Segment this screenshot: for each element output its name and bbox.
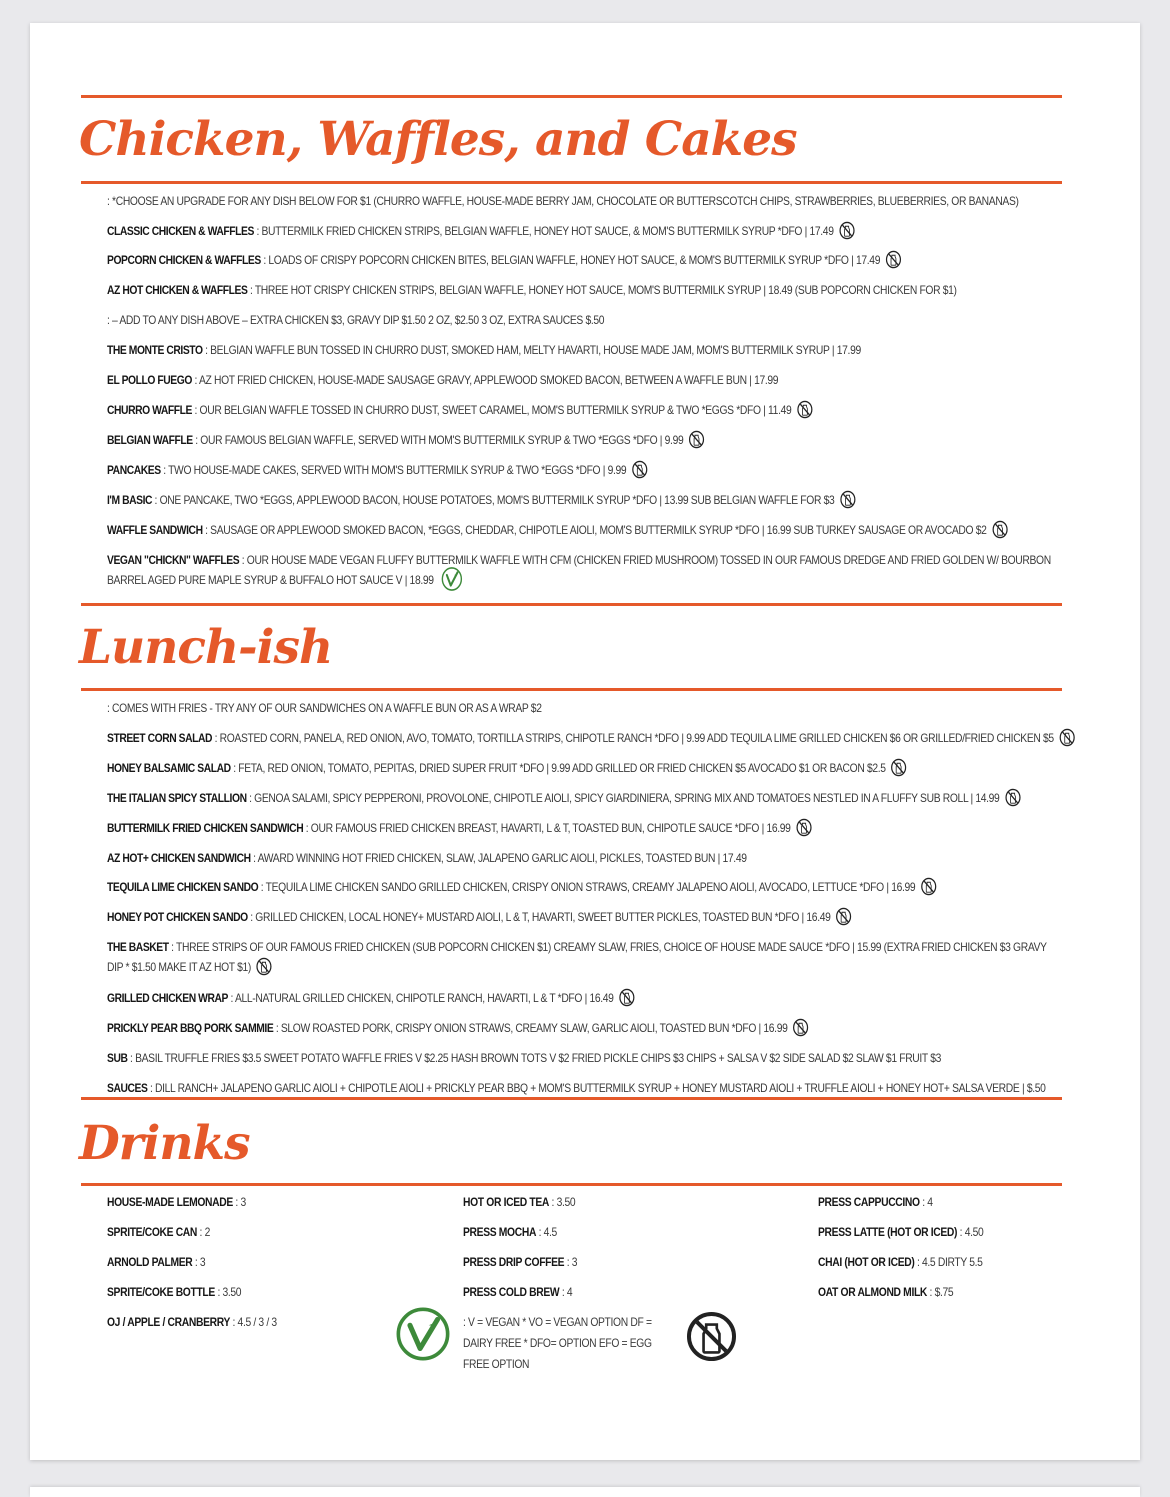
- drink-item: HOT OR ICED TEA : 3.50: [463, 1195, 576, 1209]
- section-rule-top: [81, 95, 1062, 98]
- section-rule-bottom: [81, 688, 1062, 691]
- menu-item: CHURRO WAFFLE : OUR BELGIAN WAFFLE TOSSED IN CHURRO DUST, SWEET CARAMEL, MOM'S BUTTERMILK SYRUP & TWO *EGGS *DFO | 11.49: [107, 400, 1062, 420]
- menu-item: TEQUILA LIME CHICKEN SANDO : TEQUILA LIME CHICKEN SANDO GRILLED CHICKEN, CRISPY ONION STRAWS, CREAMY JALAPENO AIOLI, AVOCADO, LETTUCE *DFO | 16.99: [107, 877, 1062, 897]
- menu-item: THE ITALIAN SPICY STALLION : GENOA SALAMI, SPICY PEPPERONI, PROVOLONE, CHIPOTLE AIOLI, SPICY GIARDINIERA, SPRING MIX AND TOMATOES NESTLED IN A FLUFFY SUB ROLL | 14.99: [107, 788, 1062, 808]
- menu-item: BELGIAN WAFFLE : OUR FAMOUS BELGIAN WAFFLE, SERVED WITH MOM'S BUTTERMILK SYRUP & TWO *EGGS *DFO | 9.99: [107, 430, 1062, 450]
- section-rule-top: [81, 603, 1062, 606]
- drink-item: PRESS COLD BREW : 4: [463, 1285, 573, 1299]
- dairy-free-legend-icon: [685, 1310, 738, 1363]
- vegan-icon: [441, 566, 463, 592]
- drink-item: PRESS LATTE (HOT OR ICED) : 4.50: [818, 1225, 984, 1239]
- drink-item: CHAI (HOT OR ICED) : 4.5 DIRTY 5.5: [818, 1255, 983, 1269]
- section-rule-top: [81, 1097, 1062, 1100]
- menu-item: VEGAN "CHICKN" WAFFLES : OUR HOUSE MADE VEGAN FLUFFY BUTTERMILK WAFFLE WITH CFM (CHICKEN FRIED MUSHROOM) TOSSED IN OUR FAMOUS DREDGE AND FRIED GOLDEN W/ BOURBON BARREL AGED PURE MAPLE SYRUP & BUFFALO HOT SAUCE V | 18.99: [107, 550, 1062, 592]
- drink-item: ARNOLD PALMER : 3: [107, 1255, 206, 1269]
- section-rule-bottom: [81, 1183, 1062, 1186]
- drink-item: OAT OR ALMOND MILK : $.75: [818, 1285, 954, 1299]
- vegan-legend-icon: [394, 1305, 452, 1363]
- menu-item: AZ HOT CHICKEN & WAFFLES : THREE HOT CRISPY CHICKEN STRIPS, BELGIAN WAFFLE, HONEY HOT SAUCE, MOM'S BUTTERMILK SYRUP | 18.49 (SUB POPCORN CHICKEN FOR $1): [107, 283, 957, 297]
- menu-item: POPCORN CHICKEN & WAFFLES : LOADS OF CRISPY POPCORN CHICKEN BITES, BELGIAN WAFFLE, HONEY HOT SAUCE, & MOM'S BUTTERMILK SYRUP *DFO | 17.49: [107, 250, 1062, 270]
- section-rule-bottom: [81, 181, 1062, 184]
- dairy-free-icon: [885, 250, 901, 269]
- dairy-free-icon: [793, 1018, 809, 1037]
- drink-item: SPRITE/COKE CAN : 2: [107, 1225, 210, 1239]
- dairy-free-icon: [619, 988, 635, 1007]
- menu-item: CLASSIC CHICKEN & WAFFLES : BUTTERMILK FRIED CHICKEN STRIPS, BELGIAN WAFFLE, HONEY HOT SAUCE, & MOM'S BUTTERMILK SYRUP *DFO | 17.49: [107, 221, 1062, 241]
- dairy-free-icon: [1005, 788, 1021, 807]
- menu-item: : – ADD TO ANY DISH ABOVE – EXTRA CHICKEN $3, GRAVY DIP $1.50 2 OZ, $2.50 3 OZ, EXTRA SAUCES $.50: [107, 313, 605, 327]
- menu-item: HONEY BALSAMIC SALAD : FETA, RED ONION, TOMATO, PEPITAS, DRIED SUPER FRUIT *DFO | 9.99 ADD GRILLED OR FRIED CHICKEN $5 AVOCADO $1 OR BACON $2.5: [107, 758, 1062, 778]
- menu-item: PANCAKES : TWO HOUSE-MADE CAKES, SERVED WITH MOM'S BUTTERMILK SYRUP & TWO *EGGS *DFO | 9.99: [107, 460, 1062, 480]
- menu-item: I'M BASIC : ONE PANCAKE, TWO *EGGS, APPLEWOOD BACON, HOUSE POTATOES, MOM'S BUTTERMILK SYRUP *DFO | 13.99 SUB BELGIAN WAFFLE FOR $3: [107, 490, 1062, 510]
- dairy-free-icon: [256, 957, 272, 976]
- menu-item: : *CHOOSE AN UPGRADE FOR ANY DISH BELOW FOR $1 (CHURRO WAFFLE, HOUSE-MADE BERRY JAM, CHOCOLATE OR BUTTERSCOTCH CHIPS, STRAWBERRIES, BLUEBERRIES, OR BANANAS): [107, 194, 1019, 208]
- drink-item: PRESS MOCHA : 4.5: [463, 1225, 557, 1239]
- dairy-free-icon: [891, 758, 907, 777]
- dairy-free-icon: [797, 400, 813, 419]
- section-title-chicken: Chicken, Waffles, and Cakes: [79, 112, 797, 167]
- menu-item: WAFFLE SANDWICH : SAUSAGE OR APPLEWOOD SMOKED BACON, *EGGS, CHEDDAR, CHIPOTLE AIOLI, MOM'S BUTTERMILK SYRUP *DFO | 16.99 SUB TURKEY SAUSAGE OR AVOCADO $2: [107, 520, 1062, 540]
- menu-item: THE MONTE CRISTO : BELGIAN WAFFLE BUN TOSSED IN CHURRO DUST, SMOKED HAM, MELTY HAVARTI, HOUSE MADE JAM, MOM'S BUTTERMILK SYRUP | 17.99: [107, 343, 861, 357]
- dietary-legend: : V = VEGAN * VO = VEGAN OPTION DF = DAIRY FREE * DFO= OPTION EFO = EGG FREE OPTION: [463, 1315, 652, 1371]
- menu-item: PRICKLY PEAR BBQ PORK SAMMIE : SLOW ROASTED PORK, CRISPY ONION STRAWS, CREAMY SLAW, GARLIC AIOLI, TOASTED BUN *DFO | 16.99: [107, 1018, 1062, 1038]
- section-title-lunch: Lunch-ish: [79, 620, 333, 675]
- dairy-free-icon: [689, 430, 705, 449]
- menu-item: HONEY POT CHICKEN SANDO : GRILLED CHICKEN, LOCAL HONEY+ MUSTARD AIOLI, L & T, HAVARTI, SWEET BUTTER PICKLES, TOASTED BUN *DFO | 16.49: [107, 907, 1062, 927]
- dairy-free-icon: [840, 490, 856, 509]
- menu-item: SUB : BASIL TRUFFLE FRIES $3.5 SWEET POTATO WAFFLE FRIES V $2.25 HASH BROWN TOTS V $2 FRIED PICKLE CHIPS $3 CHIPS + SALSA V $2 SIDE SALAD $2 SLAW $1 FRUIT $3: [107, 1051, 942, 1065]
- section-title-drinks: Drinks: [79, 1116, 250, 1171]
- menu-item: : COMES WITH FRIES - TRY ANY OF OUR SANDWICHES ON A WAFFLE BUN OR AS A WRAP $2: [107, 701, 542, 715]
- menu-item: EL POLLO FUEGO : AZ HOT FRIED CHICKEN, HOUSE-MADE SAUSAGE GRAVY, APPLEWOOD SMOKED BACON, BETWEEN A WAFFLE BUN | 17.99: [107, 373, 779, 387]
- drink-item: PRESS CAPPUCCINO : 4: [818, 1195, 933, 1209]
- drink-item: PRESS DRIP COFFEE : 3: [463, 1255, 578, 1269]
- menu-item: AZ HOT+ CHICKEN SANDWICH : AWARD WINNING HOT FRIED CHICKEN, SLAW, JALAPENO GARLIC AIOLI, PICKLES, TOASTED BUN | 17.49: [107, 851, 747, 865]
- dairy-free-icon: [836, 907, 852, 926]
- dairy-free-icon: [1059, 728, 1075, 747]
- next-page-edge: [30, 1487, 1140, 1497]
- dairy-free-icon: [992, 520, 1008, 539]
- menu-item: SAUCES : DILL RANCH+ JALAPENO GARLIC AIOLI + CHIPOTLE AIOLI + PRICKLY PEAR BBQ + MOM'S BUTTERMILK SYRUP + HONEY MUSTARD AIOLI + TRUFFLE AIOLI + HONEY HOT+ SALSA VERDE | $.50: [107, 1081, 1046, 1095]
- menu-item: THE BASKET : THREE STRIPS OF OUR FAMOUS FRIED CHICKEN (SUB POPCORN CHICKEN $1) CREAMY SLAW, FRIES, CHOICE OF HOUSE MADE SAUCE *DFO | 15.99 (EXTRA FRIED CHICKEN $3 GRAVY DIP * $1.50 MAKE IT AZ HOT $1): [107, 940, 1047, 974]
- menu-item: STREET CORN SALAD : ROASTED CORN, PANELA, RED ONION, AVO, TOMATO, TORTILLA STRIPS, CHIPOTLE RANCH *DFO | 9.99 ADD TEQUILA LIME GRILLED CHICKEN $6 OR GRILLED/FRIED CHICKEN $5: [107, 728, 1062, 748]
- dairy-free-icon: [631, 460, 647, 479]
- drink-item: SPRITE/COKE BOTTLE : 3.50: [107, 1285, 242, 1299]
- menu-item: GRILLED CHICKEN WRAP : ALL-NATURAL GRILLED CHICKEN, CHIPOTLE RANCH, HAVARTI, L & T *DFO | 16.49: [107, 988, 1062, 1008]
- menu-item: BUTTERMILK FRIED CHICKEN SANDWICH : OUR FAMOUS FRIED CHICKEN BREAST, HAVARTI, L & T, TOASTED BUN, CHIPOTLE SAUCE *DFO | 16.99: [107, 818, 1062, 838]
- drink-item: HOUSE-MADE LEMONADE : 3: [107, 1195, 246, 1209]
- dairy-free-icon: [920, 877, 936, 896]
- dairy-free-icon: [796, 818, 812, 837]
- drink-item: OJ / APPLE / CRANBERRY : 4.5 / 3 / 3: [107, 1315, 277, 1329]
- dairy-free-icon: [839, 221, 855, 240]
